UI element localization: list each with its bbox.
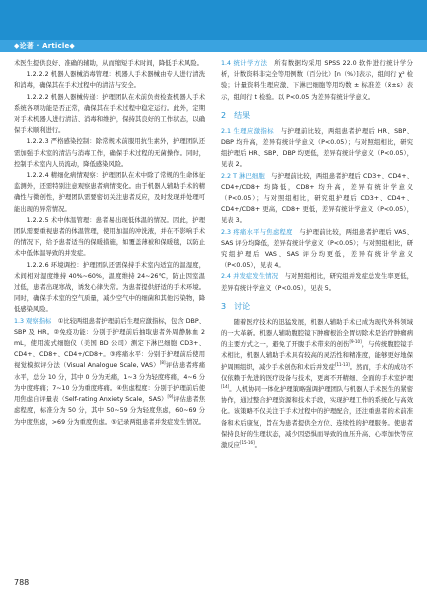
text: 。然而，手术的成功不仅依赖于先进的医疗设备与技术，更离不开精细、全面的手术室护理 [221, 363, 414, 382]
section-heading-1-4: 1.4 统计学方法 [221, 60, 268, 67]
text: 。人机协同一体化护理策略强调护理团队与机器人手术医生的紧密协作，通过整合护理资源和技术手段，实现护理工作的系统化与高效化。该策略不仅关注于手术过程中的护理配合，还注重患者的术前准备和术后康复，旨在为患者提供全方位、连续性的护理服务。使患者保持良好的生理状态，减少因恐惧而导致的血压升高、心率加快等应激反应 [221, 386, 413, 450]
paragraph: 1.2.2.6 环境调控：护理团队还需保持手术室内适宜的温湿度，术间相对湿度维持 40%~60%，温度维持 24~26℃，防止因室温过低，患者出现寒战，诱发心律失常。为患者提供舒适的手术环境。同时，确保手术室的空气质量，减少空气中的细菌和其他污染物，降低感染风险。 [14, 261, 205, 314]
paragraph-2-2 [221, 171, 413, 227]
paragraph: 1.2.2.4 精细化病情观察：护理团队在术中除了常规的生命体征监测外，还需特别注意观察患者病情变化。由于机器人辅助手术的精确性与微创性，护理团队需要密切关注患者反应，及时发现并处理可能出现的异常情况。 [14, 172, 205, 213]
left-column [14, 58, 205, 428]
section-title-discussion: 3 讨论 [221, 301, 251, 311]
section-label: ◆论著 · Article◆ [14, 42, 76, 50]
text: 。 [254, 442, 261, 450]
paragraph-discussion [221, 317, 413, 451]
paragraph-2-1 [221, 126, 413, 171]
text: 与护理前比较，两组患者护理后 HR、SBP、DBP 均升高，差异有统计学意义（P<0.05）；与对照组相比，研究组护理后 HR、SBP、DBP 均更低，差异有统计学意义（P<0.05），见表 2。 [221, 127, 413, 169]
page-number: 788 [14, 578, 30, 587]
right-column [221, 58, 413, 451]
paragraph: 1.2.2.3 严格感染控制：除常规术前服用抗生素外，护理团队还需加强手术室的清洁与消毒工作，确保手术过程的无菌操作。同时，控制手术室内人员流动，降低感染风险。 [14, 138, 205, 168]
citation: [11-13] [334, 361, 350, 367]
paragraph-2-4 [221, 271, 413, 293]
section-heading-1-3: 1.3 观察指标 [14, 317, 52, 325]
citation: [8] [159, 360, 166, 366]
text: 评估患者疼痛水平，总分 10 分，其中 0 分为无痛，1~3 分为轻度疼痛，4~6 分为中度疼痛；7~10 分为重度疼痛。④焦虑程度：分别于护理前后使用焦虑自评量表（Self-rating Anxiety Scale，SAS） [14, 362, 206, 404]
text: 与对照组相比，研究组并发症总发生率更低，差异有统计学意义（P<0.05），见表 5。 [221, 273, 413, 292]
section-heading-2-4: 2.4 并发症发生情况 [221, 273, 279, 281]
section-heading-2-2: 2.2 T 淋巴细胞 [221, 172, 265, 180]
text: 评估患者焦虑程度，标准分为 50 分，其中 50~59 分为轻度焦虑，60~69 分为中度焦虑，>69 分为重度焦虑。⑤记录两组患者并发症发生情况。 [14, 396, 205, 426]
paragraph-statistics [221, 58, 413, 103]
text: ①比较两组患者护理前后生理应激指标，包含 DBP、SBP 及 HR。②免疫功能：分别于护理前后抽取患者外周静脉血 2 mL，使用流式细胞仪（美国 BD 公司）测定下淋巴细胞 CD3+、CD4+、CD8+、CD4+/CD8+。③疼痛水平：分别于护理前后使用视觉模拟评分法（Visual Analogue Scale, VAS） [14, 317, 205, 370]
paragraph-2-3 [221, 227, 413, 272]
section-heading-2-3: 2.3 疼痛水平与焦虑程度 [221, 228, 293, 236]
paragraph: 1.2.2.2 机器人器械传递：护理团队在术前负责检查机器人手术系统各项功能是否正常，确保其在手术过程中稳定运行。此外，定期对手术机器人进行清洁、消毒和维护，保持其良好的工作状态，以确保手术顺利进行。 [14, 93, 205, 135]
text: 随着医疗技术的迅猛发展，机器人辅助手术已成为现代外科领域的一大革新。机器人辅助腹腔镜下肿瘤根治全胃切除术是治疗肿瘤病的主要方式之一，避免了开腹手术带来的创伤 [221, 318, 413, 349]
paragraph: 1.2.2.5 术中体温管理：患者易出现低体温的情况。因此，护理团队需要重视患者的体温管理，使用加温的冲洗液，并在不影响手术的情况下，给予患者适当的保暖措施，如覆盖薄被和保暖毯，以防止术中低体温导致的并发症。 [14, 216, 205, 258]
citation: [9] [167, 394, 174, 399]
citation: [14] [221, 383, 230, 389]
text: 与护理前比较，两组患者护理后 CD3+、CD4+、CD4+/CD8+ 均降低，CD8+ 均升高，差异有统计学意义（P<0.05）；与对照组相比，研究组护理后 CD3+、CD4+、CD4+/CD8+ 更高，CD8+ 更低，差异有统计学意义（P<0.05），见表 3。 [221, 172, 413, 225]
text: 与护理前比较，两组患者护理后 VAS、SAS 评分均降低，差异有统计学意义（P<0.05）；与对照组相比，研究组护理后 VAS、SAS 评分均更低，差异有统计学意义（P<0.05），见表 4。 [221, 228, 413, 270]
citation: [15-16] [239, 440, 255, 445]
citation: [9-10] [349, 339, 362, 345]
section-title-results: 2 结果 [221, 110, 251, 120]
text: 所有数据均采用 SPSS 22.0 软件进行统计学分析，计数资料非完全等用例数（百分比）[n（%）]表示，组间行 χ² 检验；计量资料生理应激、下淋巴细胞等用均数 ± 标准差（x̄±s）表示，组间行 t 检验。以 P<0.05 为差异有统计学意义。 [221, 60, 413, 101]
paragraph: 术医生提供良好、准确的辅助，从而缩短手术时间，降低手术风险。 [14, 60, 203, 67]
text: ，与传统腹腔镜手术相比，机器人辅助手术具有较高的灵活性和精准度，能够更好地保护周围组织，减少手术创伤和术后并发症 [221, 341, 414, 371]
section-heading-2-1: 2.1 生理应激指标 [221, 127, 275, 135]
paragraph-observation [14, 316, 205, 428]
paragraph: 1.2.2.2 机器人器械消毒管理：机器人手术器械由专人进行清洗和消毒，确保其在手术过程中的清洁与安全。 [14, 71, 205, 90]
